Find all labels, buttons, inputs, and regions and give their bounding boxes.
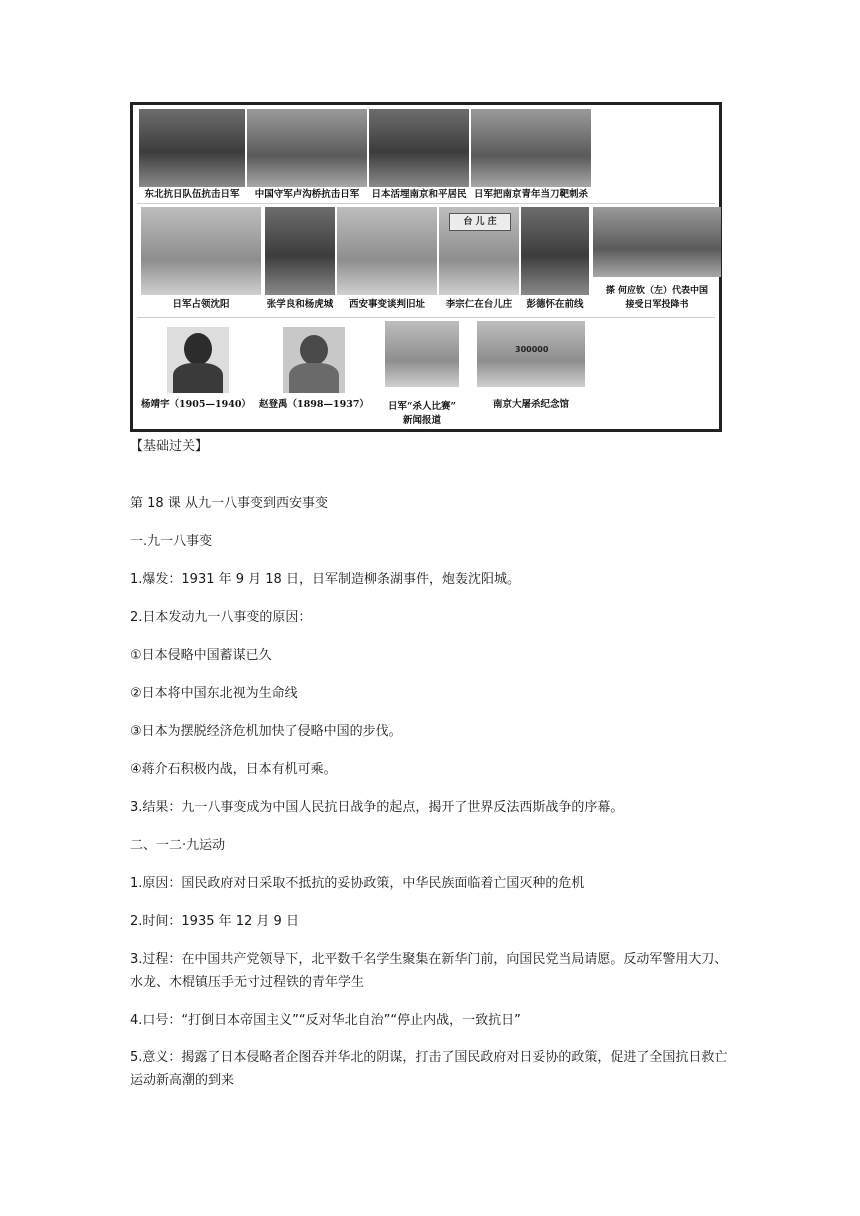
photo-caption: 西安事变谈判旧址 — [348, 299, 425, 310]
photo-tile — [377, 321, 467, 427]
photo-caption: 东北抗日队伍抗击日军 — [144, 189, 240, 200]
paragraph: 1.原因：国民政府对日采取不抵抗的妥协政策，中华民族面临着亡国灭种的危机 — [130, 876, 585, 891]
photo-caption: 李宗仁在台儿庄 — [445, 299, 513, 310]
collage-row-1 — [137, 109, 721, 201]
paragraph: 3.过程：在中国共产党领导下，北平数千名学生聚集在新华门前，向国民党当局请愿。反动军警用大刀、水龙、木棍镇压手无寸过程铁的青年学生 — [130, 952, 728, 990]
photo-tile — [141, 207, 261, 311]
photo-tile — [471, 109, 591, 201]
photo-nanjing-bayonet — [471, 109, 591, 187]
photo-caption: 彭德怀在前线 — [526, 299, 584, 310]
paragraph: 3.结果：九一八事变成为中国人民抗日战争的起点，揭开了世界反法西斯战争的序幕。 — [130, 800, 624, 815]
photo-tile — [139, 109, 245, 201]
reason-item: ③日本为摆脱经济危机加快了侵略中国的步伐。 — [130, 724, 402, 739]
photo-caption-2: 新闻报道 — [402, 415, 441, 426]
portrait-torso — [173, 363, 223, 393]
photo-caption: 杨靖宇（1905—1940） — [141, 399, 251, 410]
photo-caption: 日军占领沈阳 — [172, 299, 230, 310]
heading-december-9: 二、一二·九运动 — [130, 838, 226, 853]
memorial-number: 300000 — [515, 345, 549, 354]
photo-caption: 中国守军卢沟桥抗击日军 — [254, 189, 360, 200]
photo-caption: 赵登禹（1898—1937） — [259, 399, 369, 410]
photo-tile — [593, 207, 721, 311]
photo-caption: 搽 何应钦（左）代表中国 — [605, 286, 709, 296]
photo-collage — [130, 102, 722, 432]
photo-tile — [521, 207, 589, 311]
heading-september-18: 一.九一八事变 — [130, 534, 213, 549]
photo-tile — [337, 207, 437, 311]
paragraph: 5.意义：揭露了日本侵略者企图吞并华北的阴谋，打击了国民政府对日妥协的政策，促进了全国抗日救亡运动新高潮的到来 — [130, 1050, 728, 1088]
photo-tile — [259, 321, 369, 421]
section-label: 【基础过关】 — [130, 439, 209, 454]
collage-row-2 — [137, 207, 721, 315]
collage-row-3 — [137, 321, 587, 427]
photo-peng-dehuai — [521, 207, 589, 295]
taierzhuang-sign: 台 儿 庄 — [449, 213, 511, 231]
photo-nanjing-burial — [369, 109, 469, 187]
photo-nanjing-memorial — [477, 321, 585, 387]
photo-surrender — [593, 207, 721, 277]
photo-caption: 日军把南京青年当刀靶刺杀 — [473, 189, 588, 200]
photo-xian-site — [337, 207, 437, 295]
portrait-torso — [289, 363, 339, 393]
reason-item: ②日本将中国东北视为生命线 — [130, 686, 298, 701]
photo-caption: 日本活埋南京和平居民 — [371, 189, 467, 200]
photo-taierzhuang — [439, 207, 519, 295]
photo-tile — [439, 207, 519, 311]
portrait-yang-jingyu — [167, 327, 229, 393]
photo-northeast-army — [139, 109, 245, 187]
photo-caption: 张学良和杨虎城 — [266, 299, 334, 310]
reason-item: ④蒋介石积极内战，日本有机可乘。 — [130, 762, 337, 777]
photo-tile — [265, 207, 335, 311]
collage-divider — [137, 203, 715, 204]
photo-killing-contest-news — [385, 321, 459, 387]
collage-divider — [137, 317, 715, 318]
photo-tile — [247, 109, 367, 201]
photo-lugou-bridge — [247, 109, 367, 187]
paragraph: 2.日本发动九一八事变的原因： — [130, 610, 312, 625]
portrait-head — [184, 333, 212, 365]
lesson-title: 第 18 课 从九一八事变到西安事变 — [130, 496, 328, 511]
paragraph: 4.口号：“打倒日本帝国主义”“反对华北自治”“停止内战，一致抗日” — [130, 1013, 521, 1028]
photo-tile — [369, 109, 469, 201]
photo-caption: 日军“杀人比赛” — [388, 401, 456, 412]
paragraph: 2.时间：1935 年 12 月 9 日 — [130, 914, 299, 929]
photo-shenyang — [141, 207, 261, 295]
portrait-head — [300, 335, 328, 365]
photo-tile — [477, 321, 585, 421]
photo-caption-2: 接受日军投降书 — [625, 300, 689, 310]
photo-tile — [141, 321, 251, 421]
reason-item: ①日本侵略中国蓄谋已久 — [130, 648, 272, 663]
paragraph: 1.爆发：1931 年 9 月 18 日，日军制造柳条湖事件，炮轰沈阳城。 — [130, 572, 520, 587]
photo-zhang-yang — [265, 207, 335, 295]
portrait-zhao-dengyu — [283, 327, 345, 393]
photo-caption: 南京大屠杀纪念馆 — [492, 399, 569, 410]
